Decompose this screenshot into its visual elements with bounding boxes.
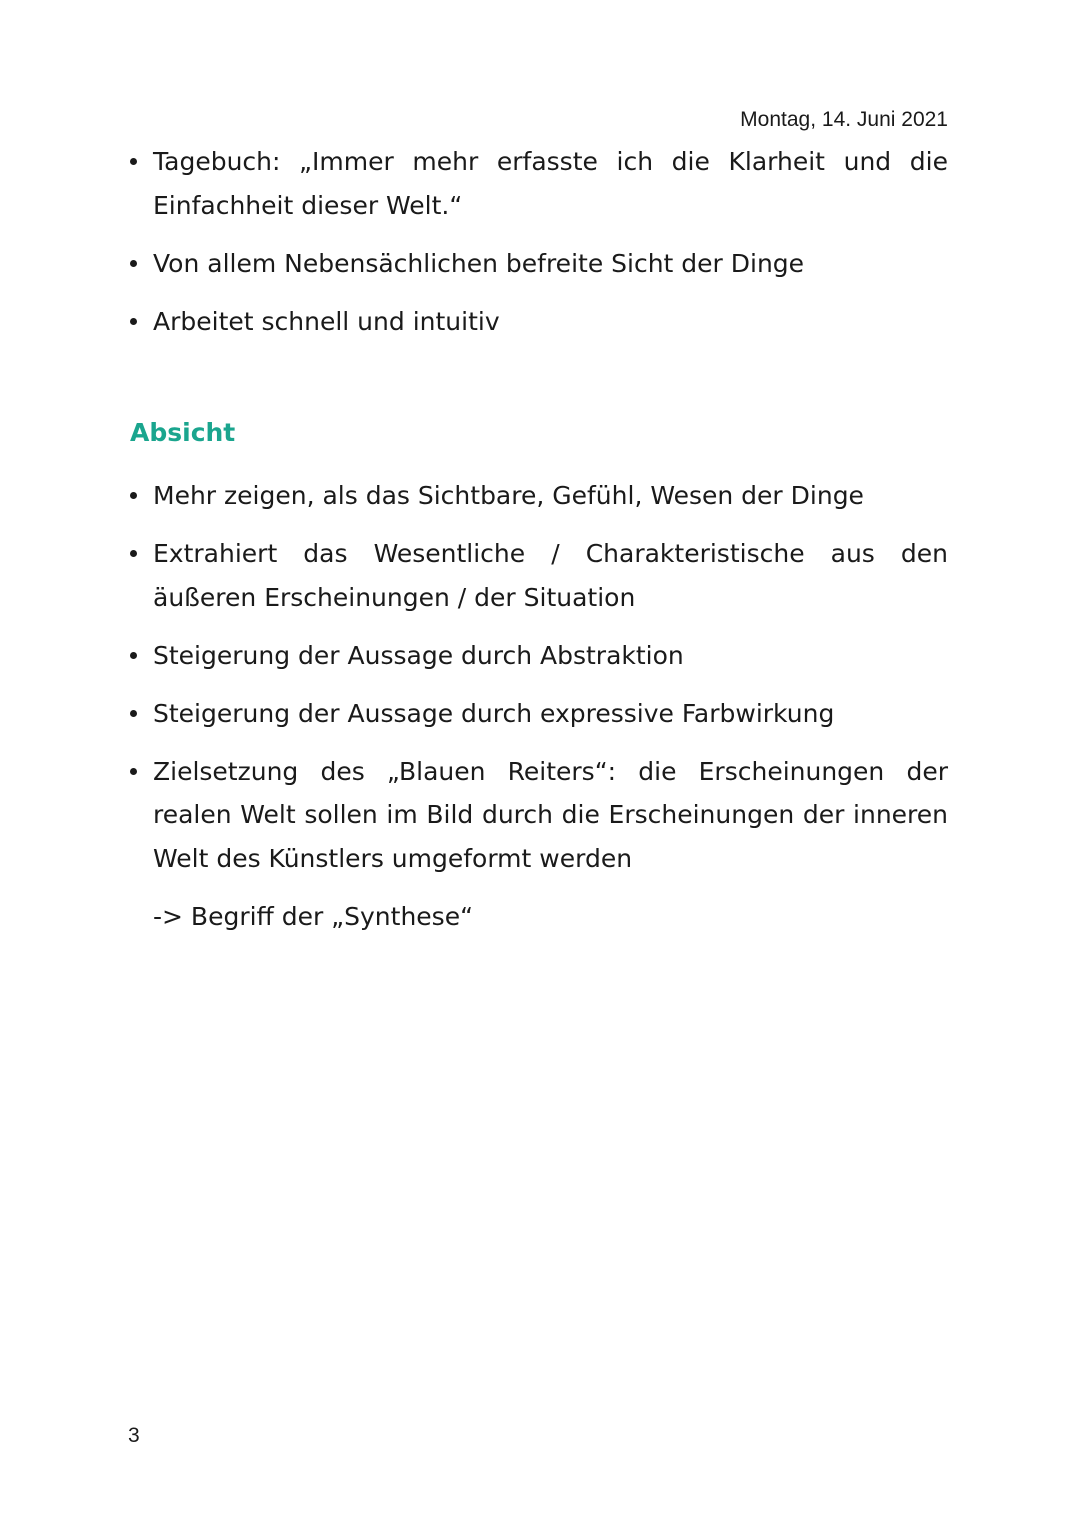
bullet-dot-icon — [130, 318, 137, 325]
absicht-bullet-list — [130, 474, 948, 895]
bullet-dot-icon — [130, 260, 137, 267]
bullet-text: Von allem Nebensächlichen befreite Sicht der Dinge — [153, 248, 805, 278]
bullet-item — [130, 750, 948, 881]
bullet-item — [130, 692, 948, 736]
bullet-text: Zielsetzung des „Blauen Reiters“: die Erscheinungen der realen Welt sollen im Bild durch die Erscheinungen der inneren Welt des Künstlers umgeformt werden — [153, 756, 948, 873]
bullet-dot-icon — [130, 768, 137, 775]
bullet-text: Extrahiert das Wesentliche / Charakteristische aus den äußeren Erscheinungen / der Situation — [153, 539, 948, 612]
bullet-text: Steigerung der Aussage durch Abstraktion — [153, 640, 684, 670]
document-date: Montag, 14. Juni 2021 — [740, 108, 948, 131]
synthese-note: -> Begriff der „Synthese“ — [153, 902, 474, 931]
bullet-text: Tagebuch: „Immer mehr erfasste ich die Klarheit und die Einfachheit dieser Welt.“ — [153, 147, 948, 220]
bullet-item — [130, 474, 948, 518]
bullet-item — [130, 242, 948, 286]
bullet-dot-icon — [130, 550, 137, 557]
bullet-item — [130, 300, 948, 344]
bullet-item — [130, 140, 948, 227]
bullet-text: Steigerung der Aussage durch expressive Farbwirkung — [153, 698, 835, 728]
bullet-text: Mehr zeigen, als das Sichtbare, Gefühl, Wesen der Dinge — [153, 481, 864, 510]
bullet-item — [130, 532, 948, 619]
bullet-dot-icon — [130, 652, 137, 659]
bullet-text: Arbeitet schnell und intuitiv — [153, 306, 500, 336]
page-number: 3 — [128, 1424, 140, 1447]
bullet-dot-icon — [130, 492, 137, 499]
bullet-dot-icon — [130, 710, 137, 717]
section-heading-absicht: Absicht — [130, 418, 236, 447]
intro-bullet-list — [130, 140, 948, 358]
bullet-dot-icon — [130, 158, 137, 165]
bullet-item — [130, 634, 948, 678]
